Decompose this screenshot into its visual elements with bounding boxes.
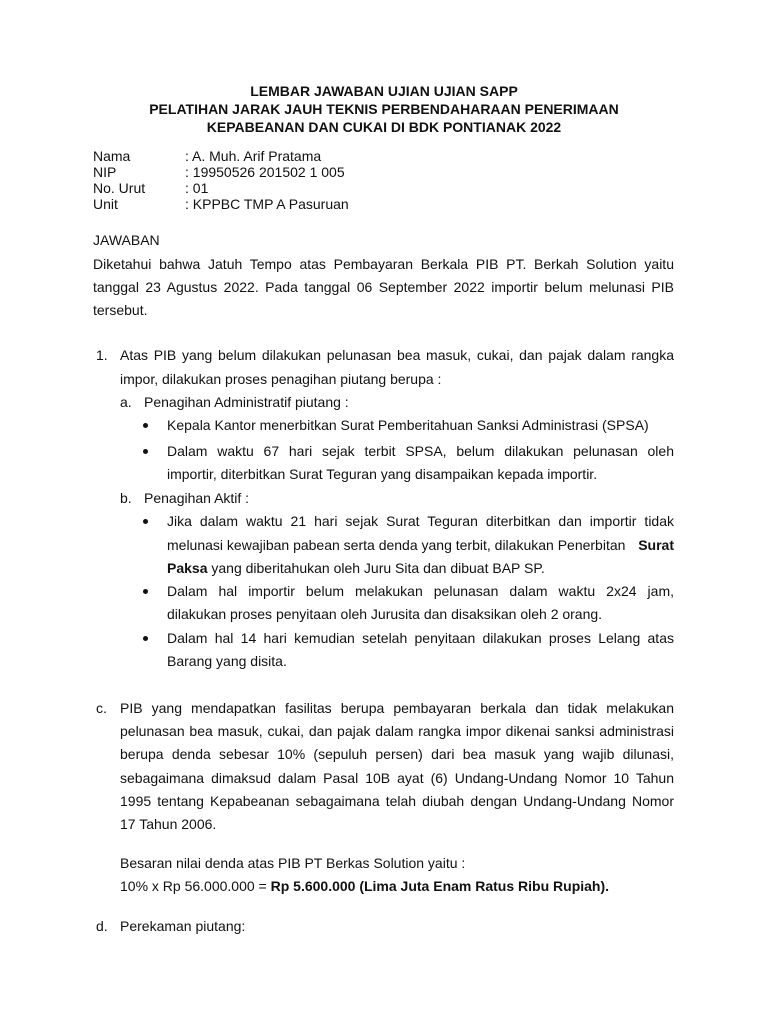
sub-b-bullet-2-line-1: Dalam hal importir belum melakukan pelunasan dalam waktu 2x24 jam, <box>167 583 674 599</box>
sub-b-bullet-2-line-2: dilakukan proses penyitaan oleh Jurusita dan disaksikan oleh 2 orang. <box>167 606 603 622</box>
list-marker-1: 1. <box>96 347 108 363</box>
intro-line-1: Diketahui bahwa Jatuh Tempo atas Pembayaran Berkala PIB PT. Berkah Solution yaitu <box>93 256 674 272</box>
answer-heading: JAWABAN <box>93 232 160 248</box>
item-c-line-4: sebagaimana dimaksud dalam Pasal 10B ayat (6) Undang-Undang Nomor 10 Tahun <box>120 770 674 786</box>
bullet-icon <box>143 636 148 641</box>
identity-value: : 19950526 201502 1 005 <box>185 164 345 180</box>
sub-b-bullet-3-line-1: Dalam hal 14 hari kemudian setelah penyitaan dilakukan proses Lelang atas <box>167 630 674 646</box>
bullet-icon <box>143 589 148 594</box>
sub-a-bullet-2-line-2: importir, diterbitkan Surat Teguran yang disampaikan kepada importir. <box>167 466 598 482</box>
penalty-label: Besaran nilai denda atas PIB PT Berkas Solution yaitu : <box>120 855 466 871</box>
document-title-line-1: LEMBAR JAWABAN UJIAN UJIAN SAPP <box>250 83 518 99</box>
identity-value: : 01 <box>185 180 209 196</box>
sub-b-bullet-1-line-3 <box>167 557 545 579</box>
sub-a-bullet-2-line-1: Dalam waktu 67 hari sejak terbit SPSA, belum dilakukan pelunasan oleh <box>167 443 674 459</box>
identity-value: : KPPBC TMP A Pasuruan <box>185 196 349 212</box>
bullet-icon <box>143 519 148 524</box>
list-marker-c: c. <box>96 700 107 716</box>
sub-b-bullet-1-line-1: Jika dalam waktu 21 hari sejak Surat Teguran diterbitkan dan importir tidak <box>167 513 674 529</box>
item-1-line-1: Atas PIB yang belum dilakukan pelunasan bea masuk, cukai, dan pajak dalam rangka <box>120 347 674 363</box>
penalty-result: Rp 5.600.000 (Lima Juta Enam Ratus Ribu Rupiah). <box>270 878 610 894</box>
sub-b-bullet-1-line-2-bold: Surat <box>638 537 674 553</box>
list-marker-b: b. <box>120 490 132 506</box>
bullet-icon <box>143 423 148 428</box>
list-marker-d: d. <box>96 918 108 934</box>
item-c-line-1: PIB yang mendapatkan fasilitas berupa pembayaran berkala dan tidak melakukan <box>120 700 674 716</box>
sub-a-label: Penagihan Administratif piutang : <box>144 394 349 410</box>
intro-line-3: tersebut. <box>93 302 148 318</box>
sub-b-bullet-3-line-2: Barang yang disita. <box>167 653 287 669</box>
penalty-calculation <box>120 875 609 897</box>
document-title-line-2: PELATIHAN JARAK JAUH TEKNIS PERBENDAHARAAN PENERIMAAN <box>149 101 619 117</box>
item-c-line-2: pelunasan bea masuk, cukai, dan pajak dalam rangka impor dikenai sanksi administrasi <box>120 723 674 739</box>
sub-b-bullet-1-line-2 <box>167 534 674 556</box>
bullet-icon <box>143 449 148 454</box>
identity-value: : A. Muh. Arif Pratama <box>185 148 322 164</box>
identity-key: Nama <box>93 148 131 164</box>
intro-line-2: tanggal 23 Agustus 2022. Pada tanggal 06 September 2022 importir belum melunasi PIB <box>93 279 674 295</box>
identity-key: Unit <box>93 196 118 212</box>
item-d-label: Perekaman piutang: <box>120 918 246 934</box>
item-c-line-6: 17 Tahun 2006. <box>120 816 217 832</box>
sub-a-bullet-1-line-1: Kepala Kantor menerbitkan Surat Pemberitahuan Sanksi Administrasi (SPSA) <box>167 417 649 433</box>
identity-key: NIP <box>93 164 117 180</box>
item-1-line-2: impor, dilakukan proses penagihan piutang berupa : <box>120 371 442 387</box>
item-c-line-3: berupa denda sebesar 10% (sepuluh persen) dari bea masuk yang wajib dilunasi, <box>120 746 674 762</box>
document-title-line-3: KEPABEANAN DAN CUKAI DI BDK PONTIANAK 2022 <box>206 119 562 135</box>
identity-key: No. Urut <box>93 180 146 196</box>
sub-b-bullet-1-line-2-text: melunasi kewajiban pabean serta denda yang terbit, dilakukan Penerbitan <box>167 537 626 553</box>
item-c-line-5: 1995 tentang Kepabeanan sebagaimana telah diubah dengan Undang-Undang Nomor <box>120 793 674 809</box>
list-marker-a: a. <box>120 394 132 410</box>
sub-b-bullet-1-line-3-bold: Paksa <box>167 560 208 576</box>
sub-b-bullet-1-line-3-text: yang diberitahukan oleh Juru Sita dan dibuat BAP SP. <box>207 560 545 576</box>
penalty-calc-text: 10% x Rp 56.000.000 = <box>120 878 271 894</box>
sub-b-label: Penagihan Aktif : <box>144 490 250 506</box>
